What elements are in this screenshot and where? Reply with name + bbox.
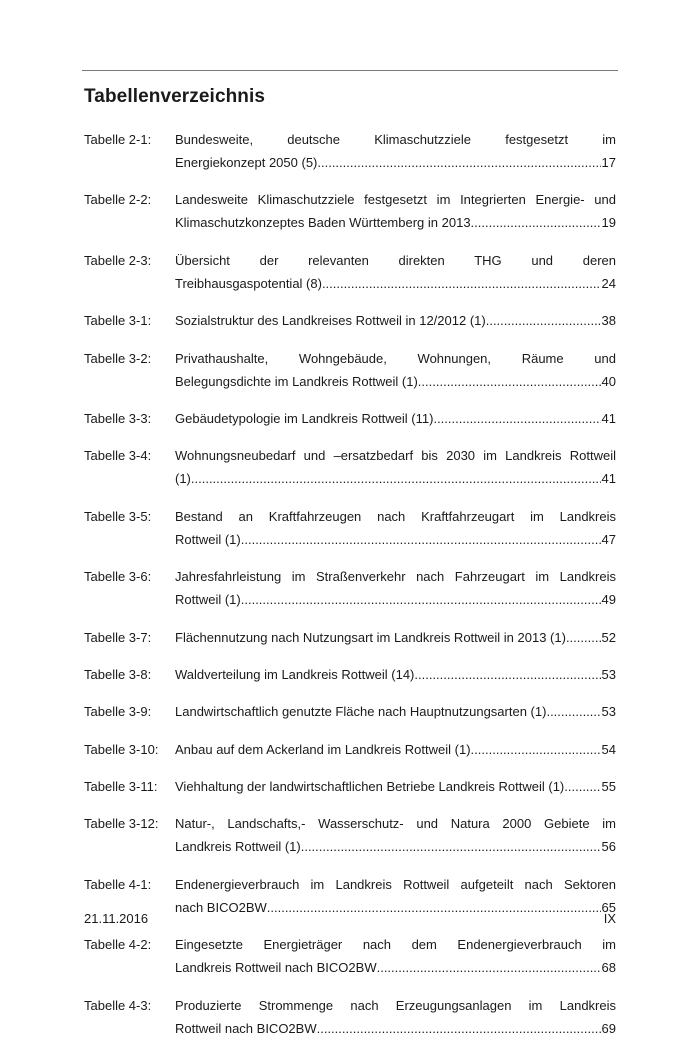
toc-entry[interactable] (84, 128, 616, 174)
toc-entry-label: Tabelle 2-2: (84, 192, 152, 208)
toc-entry-page: 54 (601, 741, 616, 757)
toc-entry-body (175, 565, 616, 611)
table-of-tables (84, 128, 616, 1054)
toc-entry-last-line (175, 835, 616, 858)
dot-leader (241, 528, 601, 551)
toc-entry-page: 52 (601, 629, 616, 645)
toc-entry-label: Tabelle 4-1: (84, 876, 152, 892)
dot-leader (564, 775, 600, 798)
toc-entry[interactable] (84, 347, 616, 393)
toc-entry-label: Tabelle 3-6: (84, 569, 152, 585)
toc-entry-page: 65 (601, 899, 616, 915)
toc-entry-last-line (175, 588, 616, 611)
toc-entry-body (175, 738, 616, 761)
toc-entry[interactable] (84, 775, 616, 798)
toc-entry-title: Landwirtschaftlich genutzte Fläche nach Hauptnutzungsarten (1) (175, 704, 547, 720)
dot-leader (471, 211, 601, 234)
toc-entry[interactable] (84, 505, 616, 551)
toc-entry[interactable] (84, 994, 616, 1040)
toc-entry-body (175, 347, 616, 393)
toc-entry-title: Rottweil (1) (175, 531, 241, 547)
toc-entry-page: 56 (601, 839, 616, 855)
toc-entry-page: 38 (601, 313, 616, 329)
toc-entry[interactable] (84, 663, 616, 686)
toc-entry-last-line (175, 738, 616, 761)
toc-entry-last-line (175, 896, 616, 919)
toc-entry-title-line: Endenergieverbrauch im Landkreis Rottweil aufgeteilt nach Sektoren (175, 876, 616, 892)
toc-entry-page: 17 (601, 155, 616, 170)
toc-entry-label: Tabelle 3-1: (84, 313, 152, 329)
toc-entry-page: 55 (601, 779, 616, 795)
toc-entry-page: 68 (601, 960, 616, 976)
toc-entry-label: Tabelle 3-10: (84, 741, 159, 757)
dot-leader (566, 626, 601, 649)
toc-entry-body (175, 994, 616, 1040)
toc-entry-title: Viehhaltung der landwirtschaftlichen Betriebe Landkreis Rottweil (1) (175, 779, 565, 795)
toc-entry-title: Klimaschutzkonzeptes Baden Württemberg in 2013 (175, 215, 471, 231)
toc-entry-body (175, 505, 616, 551)
toc-entry-last-line (175, 528, 616, 551)
toc-entry-last-line (175, 956, 616, 979)
toc-entry-label: Tabelle 3-9: (84, 704, 152, 720)
footer-date: 21.11.2016 (84, 911, 149, 926)
toc-entry-title: Sozialstruktur des Landkreises Rottweil in 12/2012 (1) (175, 313, 486, 329)
toc-entry-page: 69 (601, 1020, 616, 1036)
toc-entry-page: 24 (601, 275, 616, 291)
dot-leader (301, 835, 601, 858)
toc-entry-last-line (175, 700, 616, 723)
toc-entry[interactable] (84, 700, 616, 723)
toc-entry-title-line: Eingesetzte Energieträger nach dem Endenergieverbrauch im (175, 937, 616, 953)
toc-entry-last-line (175, 1017, 616, 1040)
toc-entry[interactable] (84, 933, 616, 979)
toc-entry[interactable] (84, 812, 616, 858)
toc-entry-page: 19 (601, 215, 616, 231)
toc-entry[interactable] (84, 249, 616, 295)
toc-entry[interactable] (84, 565, 616, 611)
toc-entry-page: 49 (601, 592, 616, 608)
dot-leader (486, 309, 601, 332)
dot-leader (317, 1017, 601, 1040)
toc-entry-last-line (175, 211, 616, 234)
toc-entry-last-line (175, 370, 616, 393)
toc-entry-body (175, 188, 616, 234)
toc-entry-title: Gebäudetypologie im Landkreis Rottweil (11) (175, 410, 434, 426)
toc-entry-body (175, 700, 616, 723)
toc-entry-title: Landkreis Rottweil nach BICO2BW (175, 960, 377, 976)
toc-entry-title: nach BICO2BW (175, 899, 267, 915)
dot-leader (241, 588, 601, 611)
toc-entry[interactable] (84, 188, 616, 234)
toc-entry-body (175, 812, 616, 858)
toc-entry-title: Rottweil nach BICO2BW (175, 1020, 317, 1036)
toc-entry-title-line: Bundesweite, deutsche Klimaschutzziele festgesetzt im (175, 132, 616, 147)
toc-entry-title: Landkreis Rottweil (1) (175, 839, 301, 855)
toc-entry[interactable] (84, 626, 616, 649)
toc-entry-body (175, 128, 616, 174)
toc-entry[interactable] (84, 309, 616, 332)
toc-entry-label: Tabelle 3-3: (84, 410, 152, 426)
dot-leader (546, 700, 600, 723)
toc-entry-title: Waldverteilung im Landkreis Rottweil (14) (175, 666, 415, 682)
toc-entry-title-line: Natur-, Landschafts,- Wasserschutz- und Natura 2000 Gebiete im (175, 816, 616, 832)
toc-entry-last-line (175, 272, 616, 295)
toc-entry-title-line: Privathaushalte, Wohngebäude, Wohnungen, Räume und (175, 350, 616, 366)
toc-entry-last-line (175, 467, 616, 490)
dot-leader (418, 370, 601, 393)
toc-entry-label: Tabelle 3-4: (84, 448, 152, 464)
toc-entry-label: Tabelle 3-2: (84, 350, 152, 366)
toc-entry-page: 41 (601, 410, 616, 426)
toc-entry-title: Rottweil (1) (175, 592, 241, 608)
toc-entry-body (175, 626, 616, 649)
toc-entry-label: Tabelle 4-3: (84, 997, 152, 1013)
toc-entry-title-line: Bestand an Kraftfahrzeugen nach Kraftfahrzeugart im Landkreis (175, 508, 616, 524)
toc-entry-body (175, 775, 616, 798)
page-title: Tabellenverzeichnis (84, 86, 266, 107)
toc-entry-page: 53 (601, 666, 616, 682)
dot-leader (414, 663, 600, 686)
dot-leader (433, 407, 600, 430)
toc-entry-label: Tabelle 3-11: (84, 779, 158, 795)
toc-entry-last-line (175, 151, 616, 174)
toc-entry-page: 41 (601, 471, 616, 487)
toc-entry-label: Tabelle 3-8: (84, 666, 152, 682)
toc-entry[interactable] (84, 407, 616, 430)
toc-entry-title: Belegungsdichte im Landkreis Rottweil (1) (175, 373, 418, 389)
toc-entry-title-line: Übersicht der relevanten direkten THG und deren (175, 252, 616, 268)
dot-leader (317, 151, 600, 174)
toc-entry-title: Anbau auf dem Ackerland im Landkreis Rottweil (1) (175, 741, 471, 757)
dot-leader (267, 896, 601, 919)
toc-entry-label: Tabelle 2-1: (84, 132, 152, 147)
toc-entry-title-line: Jahresfahrleistung im Straßenverkehr nach Fahrzeugart im Landkreis (175, 569, 616, 585)
toc-entry-last-line (175, 663, 616, 686)
toc-entry-label: Tabelle 2-3: (84, 252, 152, 268)
toc-entry-page: 53 (601, 704, 616, 720)
toc-entry-title: Flächennutzung nach Nutzungsart im Landkreis Rottweil in 2013 (1) (175, 629, 566, 645)
toc-entry-body (175, 663, 616, 686)
toc-entry-last-line (175, 626, 616, 649)
toc-entry-title: (1) (175, 471, 191, 487)
toc-entry-body (175, 933, 616, 979)
toc-entry-label: Tabelle 3-7: (84, 629, 152, 645)
toc-entry[interactable] (84, 738, 616, 761)
toc-entry-title-line: Wohnungsneubedarf und –ersatzbedarf bis 2030 im Landkreis Rottweil (175, 448, 616, 464)
toc-entry-body (175, 407, 616, 430)
toc-entry-label: Tabelle 4-2: (84, 937, 152, 953)
dot-leader (191, 467, 601, 490)
toc-entry[interactable] (84, 444, 616, 490)
toc-entry-title-line: Landesweite Klimaschutzziele festgesetzt im Integrierten Energie- und (175, 192, 616, 208)
dot-leader (377, 956, 601, 979)
toc-entry-last-line (175, 309, 616, 332)
toc-entry-title-line: Produzierte Strommenge nach Erzeugungsanlagen im Landkreis (175, 997, 616, 1013)
toc-entry-last-line (175, 775, 616, 798)
toc-entry-label: Tabelle 3-5: (84, 508, 152, 524)
toc-entry-body (175, 873, 616, 919)
header-rule (82, 70, 618, 71)
dot-leader (471, 738, 601, 761)
toc-entry-page: 47 (601, 531, 616, 547)
toc-entry-body (175, 444, 616, 490)
toc-entry-title: Energiekonzept 2050 (5) (175, 155, 318, 170)
toc-entry[interactable] (84, 873, 616, 919)
dot-leader (322, 272, 601, 295)
toc-entry-last-line (175, 407, 616, 430)
toc-entry-body (175, 309, 616, 332)
toc-entry-body (175, 249, 616, 295)
footer-page-number: IX (603, 911, 616, 926)
toc-entry-page: 40 (601, 373, 616, 389)
toc-entry-label: Tabelle 3-12: (84, 816, 159, 832)
toc-entry-title: Treibhausgaspotential (8) (175, 275, 322, 291)
